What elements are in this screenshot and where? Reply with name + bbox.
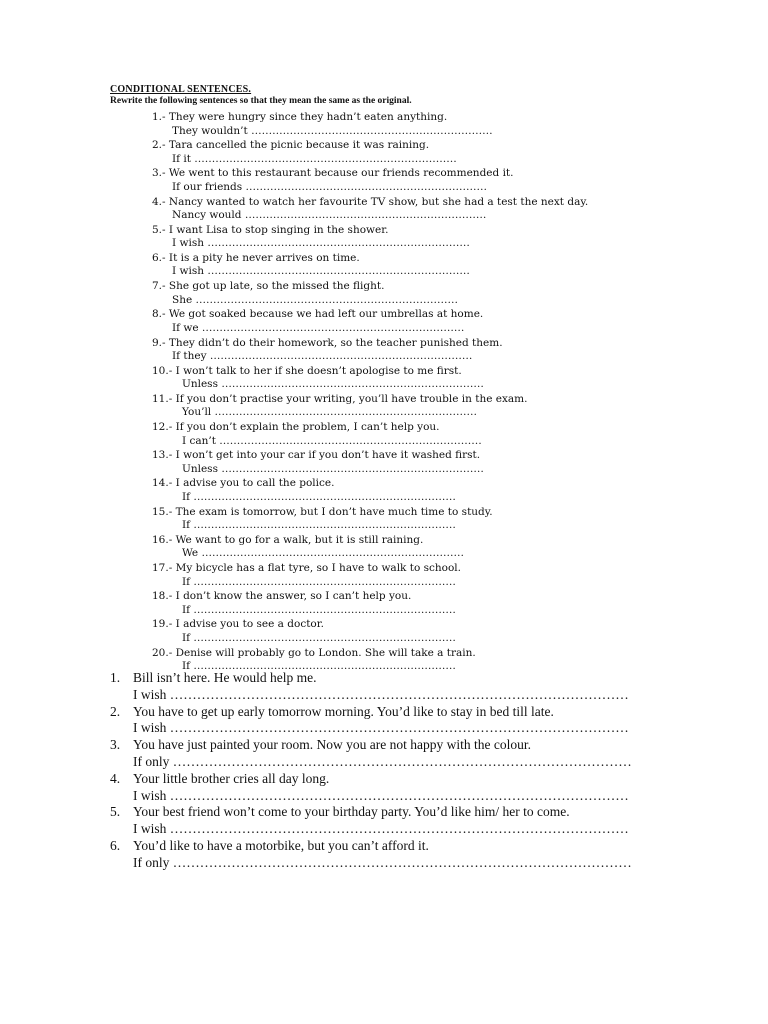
item-sentence: Tara cancelled the picnic because it was raining. [168, 139, 430, 152]
answer-prompt: If only [133, 854, 170, 870]
list-item [152, 590, 752, 618]
item-sentence: It is a pity he never arrives on time. [168, 251, 360, 264]
answer-prompt: I wish [172, 265, 204, 278]
answer-blank[interactable]: …………………………………………………………… [251, 124, 493, 137]
answer-prompt: If our friends [172, 180, 243, 193]
list-item [152, 111, 752, 139]
answer-blank[interactable]: ………………………………………………………………… [201, 547, 464, 560]
answer-prompt: Unless [182, 462, 218, 475]
answer-blank[interactable]: ………………………………………………………………… [209, 350, 473, 362]
answer-prompt: She [172, 293, 193, 306]
answer-prompt: If [182, 519, 191, 532]
answer-blank[interactable]: ………………………………………………………………… [195, 293, 459, 306]
answer-blank[interactable]: ………………………………………………………………… [207, 237, 470, 250]
list-item [152, 506, 752, 534]
item-sentence: They were hungry since they hadn’t eaten anything. [168, 111, 448, 123]
exercise-b-list [110, 670, 760, 872]
list-item [152, 365, 752, 393]
answer-prompt: We [182, 547, 199, 560]
answer-blank[interactable]: …………………………………………………………… [244, 209, 487, 222]
answer-blank[interactable]: ………………………………………………………………… [221, 462, 484, 475]
list-item [152, 477, 752, 505]
answer-prompt: I wish [133, 821, 167, 837]
answer-blank[interactable]: ………………………………………………………………… [193, 575, 456, 588]
item-sentence: Nancy wanted to watch her favourite TV show, but she had a test the next day. [168, 195, 589, 208]
item-sentence: They didn’t do their homework, so the teacher punished them. [168, 336, 503, 349]
item-sentence: I won’t talk to her if she doesn’t apologise to me first. [175, 364, 462, 377]
list-item [152, 562, 752, 590]
page-title: CONDITIONAL SENTENCES. [110, 84, 252, 95]
answer-blank[interactable]: ………………………………………………………………… [219, 434, 482, 447]
list-item [110, 704, 760, 738]
answer-blank[interactable]: ………………………………………………………………………………………… [172, 854, 632, 870]
answer-prompt: If we [172, 321, 199, 334]
item-sentence: Your little brother cries all day long. [133, 770, 330, 786]
answer-prompt: You’ll [182, 406, 212, 419]
item-number: 5.- [152, 223, 166, 236]
list-item [152, 421, 752, 449]
item-sentence: My bicycle has a flat tyre, so I have to walk to school. [175, 562, 461, 574]
instruction-text: Rewrite the following sentences so that they mean the same as the original. [110, 96, 412, 106]
item-number: 2. [110, 703, 121, 719]
answer-blank[interactable]: ………………………………………………………………… [221, 378, 484, 391]
answer-blank[interactable]: ………………………………………………………………………………………… [172, 753, 632, 769]
answer-blank[interactable]: ………………………………………………………………… [193, 603, 456, 616]
answer-blank[interactable]: ………………………………………………………………… [193, 519, 456, 532]
list-item [152, 252, 752, 280]
answer-prompt: I wish [172, 237, 204, 250]
item-number: 13.- [152, 449, 173, 462]
answer-blank[interactable]: ………………………………………………………………………………………… [169, 720, 629, 736]
answer-prompt: I wish [133, 720, 167, 736]
item-sentence: You’d like to have a motorbike, but you can’t afford it. [133, 837, 429, 853]
item-sentence: I advise you to call the police. [175, 477, 335, 490]
answer-blank[interactable]: ………………………………………………………………… [194, 152, 457, 165]
list-item [110, 737, 760, 771]
answer-prompt: If [182, 490, 191, 503]
item-number: 6. [110, 837, 121, 853]
list-item [152, 308, 752, 336]
item-number: 19.- [152, 618, 173, 631]
item-number: 1.- [152, 111, 166, 123]
item-sentence: I don’t know the answer, so I can’t help you. [175, 590, 412, 603]
item-number: 4.- [152, 195, 166, 208]
item-number: 3.- [152, 167, 166, 180]
answer-blank[interactable]: ………………………………………………………………… [207, 265, 470, 278]
answer-prompt: If [182, 575, 191, 588]
item-number: 5. [110, 804, 121, 820]
item-number: 1. [110, 670, 121, 685]
item-sentence: If you don’t explain the problem, I can’t help you. [175, 421, 440, 434]
answer-prompt: I wish [133, 686, 167, 702]
item-sentence: The exam is tomorrow, but I don’t have much time to study. [175, 505, 493, 518]
list-item [110, 838, 760, 872]
list-item [152, 280, 752, 308]
answer-blank[interactable]: ………………………………………………………………………………………… [169, 787, 629, 803]
item-sentence: I want Lisa to stop singing in the shower. [168, 223, 389, 236]
list-item [152, 224, 752, 252]
item-sentence: I advise you to see a doctor. [175, 618, 324, 631]
item-number: 16.- [152, 533, 173, 546]
answer-prompt: Nancy would [172, 209, 242, 222]
item-number: 15.- [152, 505, 173, 518]
item-number: 3. [110, 737, 121, 753]
item-number: 8.- [152, 308, 166, 321]
list-item [110, 771, 760, 805]
item-sentence: We want to go for a walk, but it is still raining. [175, 533, 424, 546]
item-number: 11.- [152, 392, 173, 405]
item-number: 9.- [152, 336, 166, 349]
item-sentence: Denise will probably go to London. She will take a train. [175, 646, 476, 659]
answer-prompt: If [182, 603, 191, 616]
item-number: 14.- [152, 477, 173, 490]
answer-prompt: If [182, 631, 191, 644]
answer-blank[interactable]: ………………………………………………………………… [193, 660, 456, 673]
item-sentence: We got soaked because we had left our umbrellas at home. [168, 308, 484, 321]
item-number: 6.- [152, 251, 166, 264]
list-item [152, 337, 752, 365]
answer-prompt: Unless [182, 378, 218, 391]
answer-prompt: If [182, 660, 191, 673]
item-number: 10.- [152, 364, 173, 377]
answer-blank[interactable]: ………………………………………………………………………………………… [169, 686, 629, 702]
item-sentence: She got up late, so the missed the flight. [168, 280, 385, 293]
answer-prompt: I wish [133, 787, 167, 803]
item-number: 20.- [152, 646, 173, 659]
answer-prompt: If they [172, 350, 207, 362]
item-number: 7.- [152, 280, 166, 293]
item-sentence: You have to get up early tomorrow morning. You’d like to stay in bed till late. [133, 703, 554, 719]
item-number: 18.- [152, 590, 173, 603]
list-item [152, 167, 752, 195]
answer-prompt: I can’t [182, 434, 216, 447]
answer-prompt: If only [133, 753, 170, 769]
item-number: 17.- [152, 562, 173, 574]
answer-prompt: They wouldn’t [172, 124, 248, 137]
list-item [110, 670, 760, 704]
answer-blank[interactable]: ………………………………………………………………… [201, 321, 465, 334]
item-sentence: You have just painted your room. Now you are not happy with the colour. [133, 737, 531, 753]
list-item [152, 393, 752, 421]
answer-blank[interactable]: …………………………………………………………… [245, 180, 488, 193]
item-sentence: I won’t get into your car if you don’t have it washed first. [175, 449, 481, 462]
answer-blank[interactable]: ………………………………………………………………………………………… [169, 821, 629, 837]
list-item [110, 804, 760, 838]
answer-prompt: If it [172, 152, 191, 165]
list-item [152, 196, 752, 224]
item-number: 2.- [152, 139, 166, 152]
list-item [152, 618, 752, 646]
answer-blank[interactable]: ………………………………………………………………… [214, 406, 478, 419]
item-sentence: If you don’t practise your writing, you’ll have trouble in the exam. [175, 392, 528, 405]
exercise-a-list [152, 111, 752, 675]
answer-blank[interactable]: ………………………………………………………………… [193, 490, 456, 503]
item-sentence: Your best friend won’t come to your birthday party. You’d like him/ her to come. [133, 804, 570, 820]
list-item [152, 449, 752, 477]
item-sentence: We went to this restaurant because our friends recommended it. [168, 167, 514, 180]
list-item [152, 534, 752, 562]
list-item [152, 139, 752, 167]
item-number: 12.- [152, 421, 173, 434]
item-sentence: Bill isn’t here. He would help me. [133, 670, 317, 685]
item-number: 4. [110, 770, 121, 786]
answer-blank[interactable]: ………………………………………………………………… [193, 631, 456, 644]
